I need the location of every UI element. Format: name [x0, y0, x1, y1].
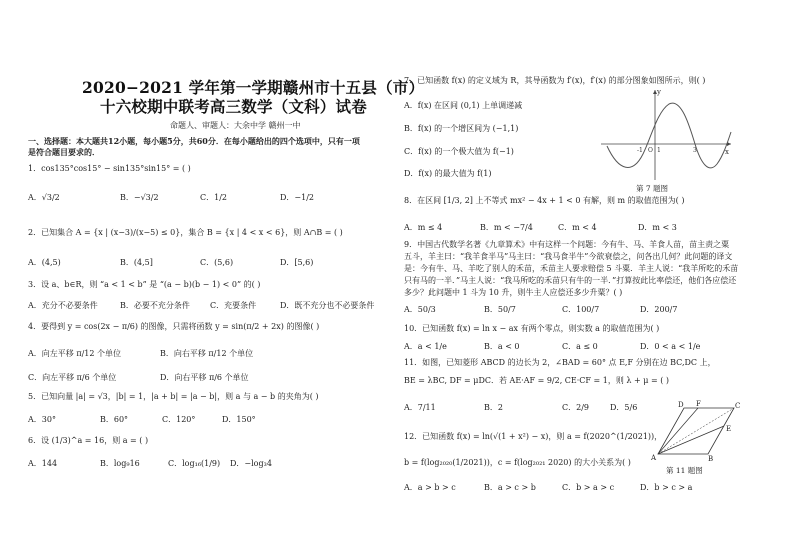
question-8: 8．在区间 [1/3, 2] 上不等式 mx² − 4x + 1 < 0 有解，则 m 的取值范围为( ) — [404, 196, 685, 205]
q9-option-b: B．50/7 — [484, 305, 516, 314]
label-b: B — [708, 455, 714, 462]
q11-option-a: A．7/11 — [404, 403, 436, 412]
derivative-curve — [607, 103, 731, 168]
q7-figure-caption: 第 7 题图 — [636, 184, 669, 193]
exam-title-line1: 2020−2021 学年第一学期赣州市十五县（市） — [82, 78, 425, 97]
q10-option-d: D．0 < a < 1/e — [640, 342, 701, 351]
label-e: E — [726, 425, 732, 433]
q12-option-d: D．b > c > a — [640, 483, 693, 492]
tick-origin: O — [648, 147, 653, 154]
q8-option-c: C．m < 4 — [558, 223, 597, 232]
q6-option-c: C．log₁₆(1/9) — [168, 459, 221, 468]
diagonal-ac — [658, 408, 734, 454]
q8-option-d: D．m < 3 — [638, 223, 677, 232]
q9-option-a: A．50/3 — [404, 305, 436, 314]
section-heading-cont: 是符合题目要求的． — [28, 147, 100, 157]
q12-option-a: A．a > b > c — [404, 483, 456, 492]
question-11-line2: BE = λBC, DF = μDC．若 AE·AF = 9/2, CE·CF = 1，则 λ + μ = ( ) — [404, 376, 670, 385]
authors: 命题人、审题人：大余中学 赣州一中 — [170, 121, 301, 130]
question-3: 3．设 a、b∈R，则 “a < 1 < b” 是 “(a − b)(b − 1) < 0” 的( ) — [28, 280, 261, 289]
q5-option-d: D．150° — [222, 415, 256, 424]
q2-option-a: A．(4,5) — [28, 258, 61, 267]
q12-option-b: B．a > c > b — [484, 483, 536, 492]
question-11-line1: 11．如图，已知菱形 ABCD 的边长为 2，∠BAD = 60° 点 E,F 分别在边 BC,DC 上， — [404, 358, 716, 367]
q11-option-d: D．5/6 — [610, 403, 638, 412]
q4-option-a: A．向左平移 π/12 个单位 — [28, 349, 121, 358]
exam-title-line2: 十六校期中联考高三数学（文科）试卷 — [100, 97, 367, 116]
q9-option-d: D．200/7 — [640, 305, 678, 314]
q11-option-c: C．2/9 — [562, 403, 589, 412]
q11-figure-caption: 第 11 题图 — [666, 466, 703, 475]
q11-option-b: B．2 — [484, 403, 503, 412]
q7-option-a: A．f(x) 在区间 (0,1) 上单调递减 — [404, 101, 523, 110]
q4-option-b: B．向右平移 π/12 个单位 — [160, 349, 254, 358]
y-axis-label: y — [657, 88, 661, 96]
section-heading: 一、选择题：本大题共12小题，每小题5分，共60分．在每小题给出的四个选项中，只有一项 — [28, 136, 360, 146]
q3-option-d: D．既不充分也不必要条件 — [280, 301, 375, 310]
q10-option-c: C．a ≤ 0 — [562, 342, 598, 351]
question-2: 2．已知集合 A = {x | (x−3)/(x−5) ≤ 0}，集合 B = {x | 4 < x < 6}，则 A∩B = ( ) — [28, 228, 343, 237]
label-c: C — [735, 402, 740, 410]
question-9-line1: 9．中国古代数学名著《九章算术》中有这样一个问题：今有牛、马、羊食人苗，苗主责之粟 — [404, 240, 730, 249]
question-7: 7．已知函数 f(x) 的定义域为 R，其导函数为 f′(x)，f′(x) 的部分图象如图所示，则( ) — [404, 76, 706, 85]
q9-option-c: C．100/7 — [562, 305, 600, 314]
q5-option-a: A．30° — [28, 415, 56, 424]
question-6: 6．设 (1/3)^a = 16，则 a = ( ) — [28, 436, 149, 445]
q4-option-c: C．向左平移 π/6 个单位 — [28, 373, 117, 382]
question-9-line4: 只有马的一半．”马主人说：“我马所吃的禾苗只有牛的一半．”打算按此比率偿还，他们各应偿还 — [404, 276, 737, 285]
question-10: 10．已知函数 f(x) = ln x − ax 有两个零点，则实数 a 的取值范围为( ) — [404, 324, 660, 333]
q7-option-b: B．f(x) 的一个增区间为 (−1,1) — [404, 124, 519, 133]
q2-option-d: D．[5,6) — [280, 258, 314, 267]
q1-option-b: B．−√3/2 — [120, 193, 159, 202]
question-9-line5: 多少？此问题中 1 斗为 10 升，则牛主人应偿还多少升粟？( ) — [404, 288, 623, 297]
q2-option-c: C．(5,6) — [200, 258, 234, 267]
label-f: F — [696, 400, 701, 408]
q7-option-d: D．f(x) 的最大值为 f(1) — [404, 169, 492, 178]
rhombus-figure — [650, 398, 740, 462]
question-9-line3: 是：今有牛、马、羊吃了别人的禾苗，禾苗主人要求赔偿 5 斗粟．羊主人说：“我羊所吃的禾苗 — [404, 264, 739, 273]
q3-option-b: B．必要不充分条件 — [120, 301, 190, 310]
q6-option-d: D．−log₃4 — [230, 459, 272, 468]
tick-neg1: -1 — [637, 147, 643, 154]
q2-option-b: B．(4,5] — [120, 258, 153, 267]
tick-3: 3 — [693, 147, 697, 154]
derivative-graph — [597, 84, 737, 182]
q12-option-c: C．b > a > c — [562, 483, 615, 492]
question-12-line2: b = f(log₂₀₂₀(1/2021))，c = f(log₂₀₂₁ 2020) 的大小关系为( ) — [404, 458, 631, 467]
rhombus-abcd — [658, 408, 734, 454]
q3-option-a: A．充分不必要条件 — [28, 301, 98, 310]
q6-option-b: B．log₉16 — [100, 459, 140, 468]
label-d: D — [678, 401, 684, 409]
segment-ae — [658, 426, 724, 454]
q8-option-a: A．m ≤ 4 — [404, 223, 443, 232]
q5-option-b: B．60° — [100, 415, 129, 424]
q7-option-c: C．f(x) 的一个极大值为 f(−1) — [404, 147, 514, 156]
q3-option-c: C．充要条件 — [210, 301, 257, 310]
q8-option-b: B．m < −7/4 — [480, 223, 533, 232]
q5-option-c: C．120° — [162, 415, 196, 424]
question-9-line2: 五斗，羊主曰：“我羊食半马”马主曰：“我马食半牛”今欲衰偿之，问各出几何？此问题的译文 — [404, 252, 733, 261]
q10-option-b: B．a < 0 — [484, 342, 520, 351]
question-5: 5．已知向量 |a| = √3，|b| = 1，|a + b| = |a − b|，则 a 与 a − b 的夹角为( ) — [28, 392, 319, 401]
q1-option-c: C．1/2 — [200, 193, 227, 202]
q10-option-a: A．a < 1/e — [404, 342, 447, 351]
q1-option-a: A．√3/2 — [28, 193, 60, 202]
q6-option-a: A．144 — [28, 459, 58, 468]
segment-af — [658, 408, 698, 454]
question-1: 1．cos135°cos15° − sin135°sin15° = ( ) — [28, 164, 191, 173]
q4-option-d: D．向右平移 π/6 个单位 — [160, 373, 249, 382]
label-a: A — [651, 454, 657, 462]
x-axis-label: x — [725, 148, 729, 156]
q1-option-d: D．−1/2 — [280, 193, 314, 202]
question-12-line1: 12．已知函数 f(x) = ln(√(1 + x²) − x)，则 a = f(2020^(1/2021))， — [404, 432, 663, 441]
question-4: 4．要得到 y = cos(2x − π/6) 的图像，只需将函数 y = sin(π/2 + 2x) 的图像( ) — [28, 322, 320, 331]
tick-1: 1 — [657, 147, 661, 154]
